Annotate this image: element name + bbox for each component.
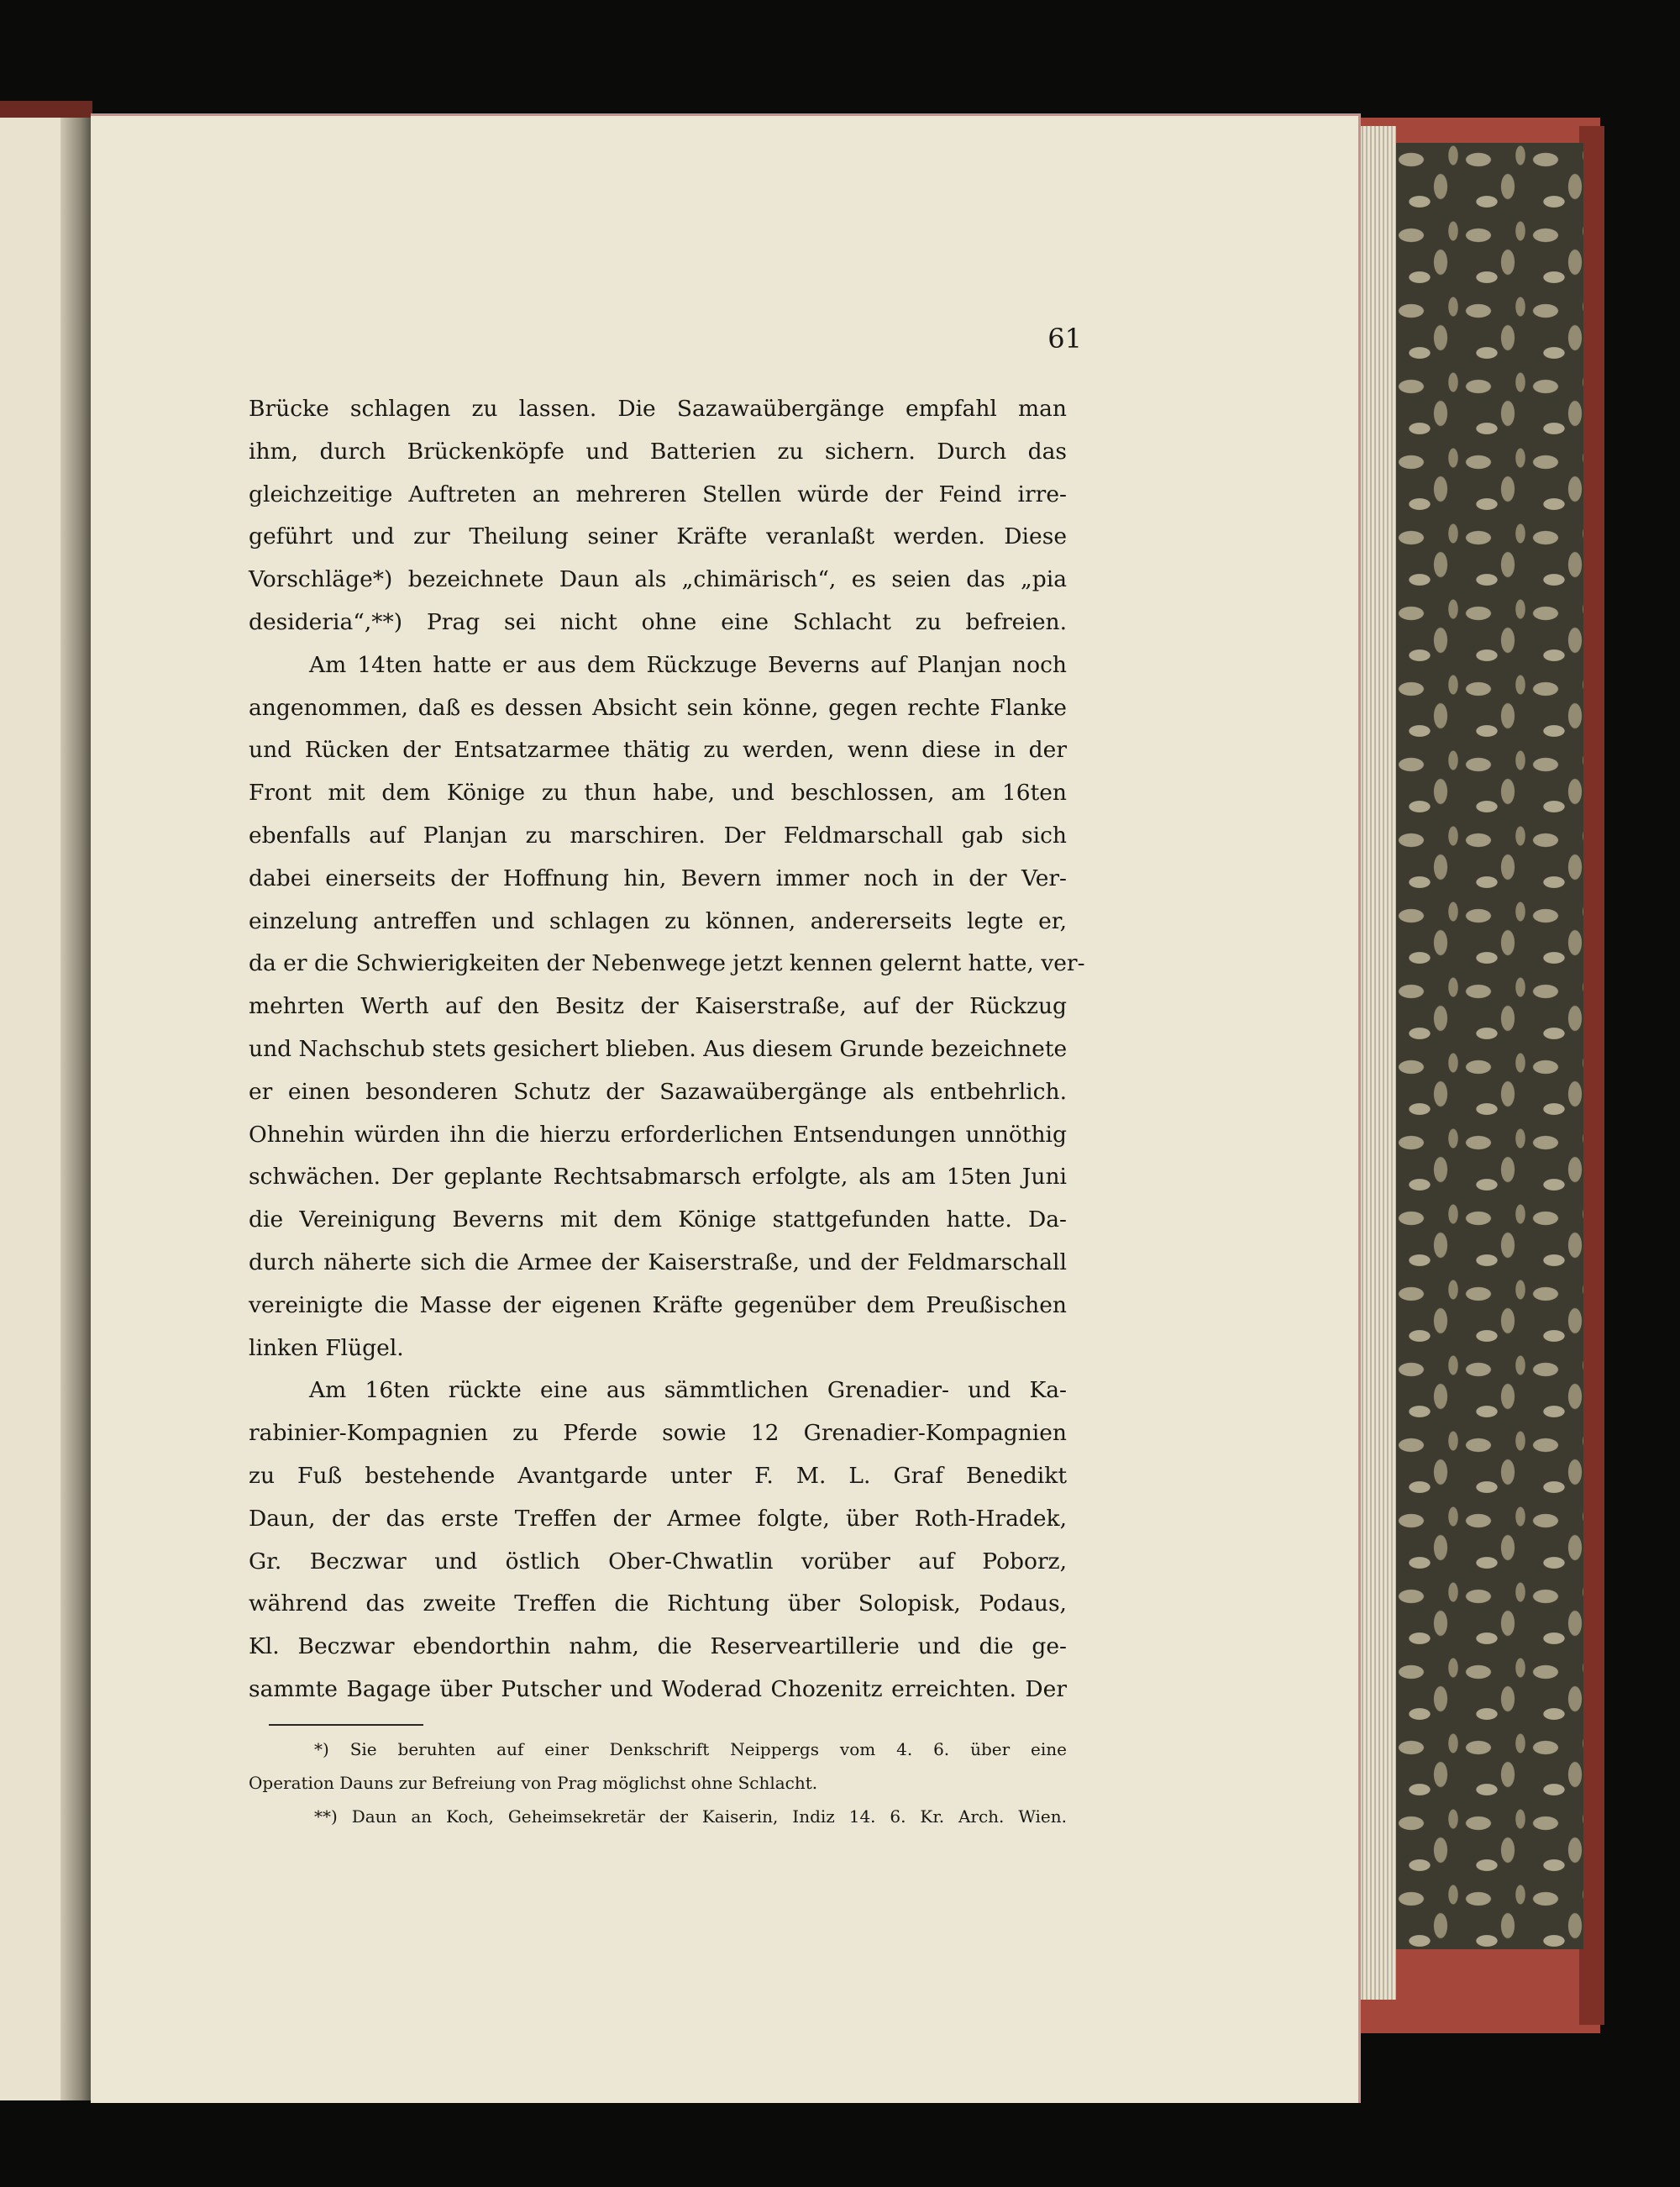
text-line: schwächen. Der geplante Rechtsabmarsch erfolgte, als am 15ten Juni xyxy=(249,1164,1067,1191)
text-line: Am 16ten rückte eine aus sämmtlichen Grenadier- und Ka- xyxy=(309,1377,1067,1404)
text-line: Kl. Beczwar ebendorthin nahm, die Reserveartillerie und die ge- xyxy=(249,1633,1067,1660)
text-line: geführt und zur Theilung seiner Kräfte veranlaßt werden. Diese xyxy=(249,523,1067,550)
text-line: Ohnehin würden ihn die hierzu erforderlichen Entsendungen unnöthig xyxy=(249,1121,1067,1148)
text-line: linken Flügel. xyxy=(249,1334,404,1361)
text-line: Front mit dem Könige zu thun habe, und beschlossen, am 16ten xyxy=(249,780,1067,807)
text-line: gleichzeitige Auftreten an mehreren Stellen würde der Feind irre- xyxy=(249,481,1067,507)
text-line: angenommen, daß es dessen Absicht sein könne, gegen rechte Flanke xyxy=(249,694,1067,721)
footnote-line: *) Sie beruhten auf einer Denkschrift Neippergs vom 4. 6. über eine xyxy=(314,1739,1067,1759)
text-line: sammte Bagage über Putscher und Woderad Chozenitz erreichten. Der xyxy=(249,1675,1067,1702)
body-text xyxy=(249,388,1085,1711)
text-line: Brücke schlagen zu lassen. Die Sazawaübergänge empfahl man xyxy=(249,396,1067,422)
text-line: ebenfalls auf Planjan zu marschiren. Der Feldmarschall gab sich xyxy=(249,822,1067,849)
book-cover-edge-left xyxy=(0,101,92,118)
text-line: Vorschläge*) bezeichnete Daun als „chimärisch“, es seien das „pia xyxy=(249,566,1067,593)
text-line: vereinigte die Masse der eigenen Kräfte gegenüber dem Preußischen xyxy=(249,1291,1067,1318)
text-line: da er die Schwierigkeiten der Nebenwege jetzt kennen gelernt hatte, ver- xyxy=(249,950,1085,977)
page-block-edges xyxy=(1359,126,1396,2000)
text-line: während das zweite Treffen die Richtung über Solopisk, Podaus, xyxy=(249,1590,1067,1617)
text-line: einzelung antreffen und schlagen zu können, andererseits legte er, xyxy=(249,907,1067,934)
text-line: Am 14ten hatte er aus dem Rückzuge Beverns auf Planjan noch xyxy=(309,651,1067,678)
text-line: desideria“,**) Prag sei nicht ohne eine Schlacht zu befreien. xyxy=(249,608,1067,635)
text-line: er einen besonderen Schutz der Sazawaübergänge als entbehrlich. xyxy=(249,1078,1067,1105)
gutter-shadow xyxy=(60,118,94,2100)
text-line: und Rücken der Entsatzarmee thätig zu werden, wenn diese in der xyxy=(249,737,1067,764)
page-number: 61 xyxy=(1047,323,1082,355)
text-line: die Vereinigung Beverns mit dem Könige stattgefunden hatte. Da- xyxy=(249,1207,1067,1233)
footnote-line: **) Daun an Koch, Geheimsekretär der Kaiserin, Indiz 14. 6. Kr. Arch. Wien. xyxy=(314,1806,1067,1827)
text-line: rabinier-Kompagnien zu Pferde sowie 12 Grenadier-Kompagnien xyxy=(249,1420,1067,1447)
text-line: Daun, der das erste Treffen der Armee folgte, über Roth-Hradek, xyxy=(249,1505,1067,1532)
text-line: Gr. Beczwar und östlich Ober-Chwatlin vorüber auf Poborz, xyxy=(249,1548,1067,1575)
text-line: durch näherte sich die Armee der Kaiserstraße, und der Feldmarschall xyxy=(249,1249,1067,1275)
text-line: ihm, durch Brückenköpfe und Batterien zu sichern. Durch das xyxy=(249,438,1067,465)
text-line: und Nachschub stets gesichert blieben. Aus diesem Grunde bezeichnete xyxy=(249,1035,1068,1062)
text-line: mehrten Werth auf den Besitz der Kaiserstraße, auf der Rückzug xyxy=(249,993,1067,1020)
footnote-separator xyxy=(269,1724,423,1726)
marbled-endpaper xyxy=(1394,143,1583,1949)
footnotes xyxy=(249,1732,1067,1833)
text-line: dabei einerseits der Hoffnung hin, Bevern immer noch in der Ver- xyxy=(249,865,1067,891)
footnote-line: Operation Dauns zur Befreiung von Prag möglichst ohne Schlacht. xyxy=(249,1773,818,1793)
text-line: zu Fuß bestehende Avantgarde unter F. M. L. Graf Benedikt xyxy=(249,1462,1067,1489)
